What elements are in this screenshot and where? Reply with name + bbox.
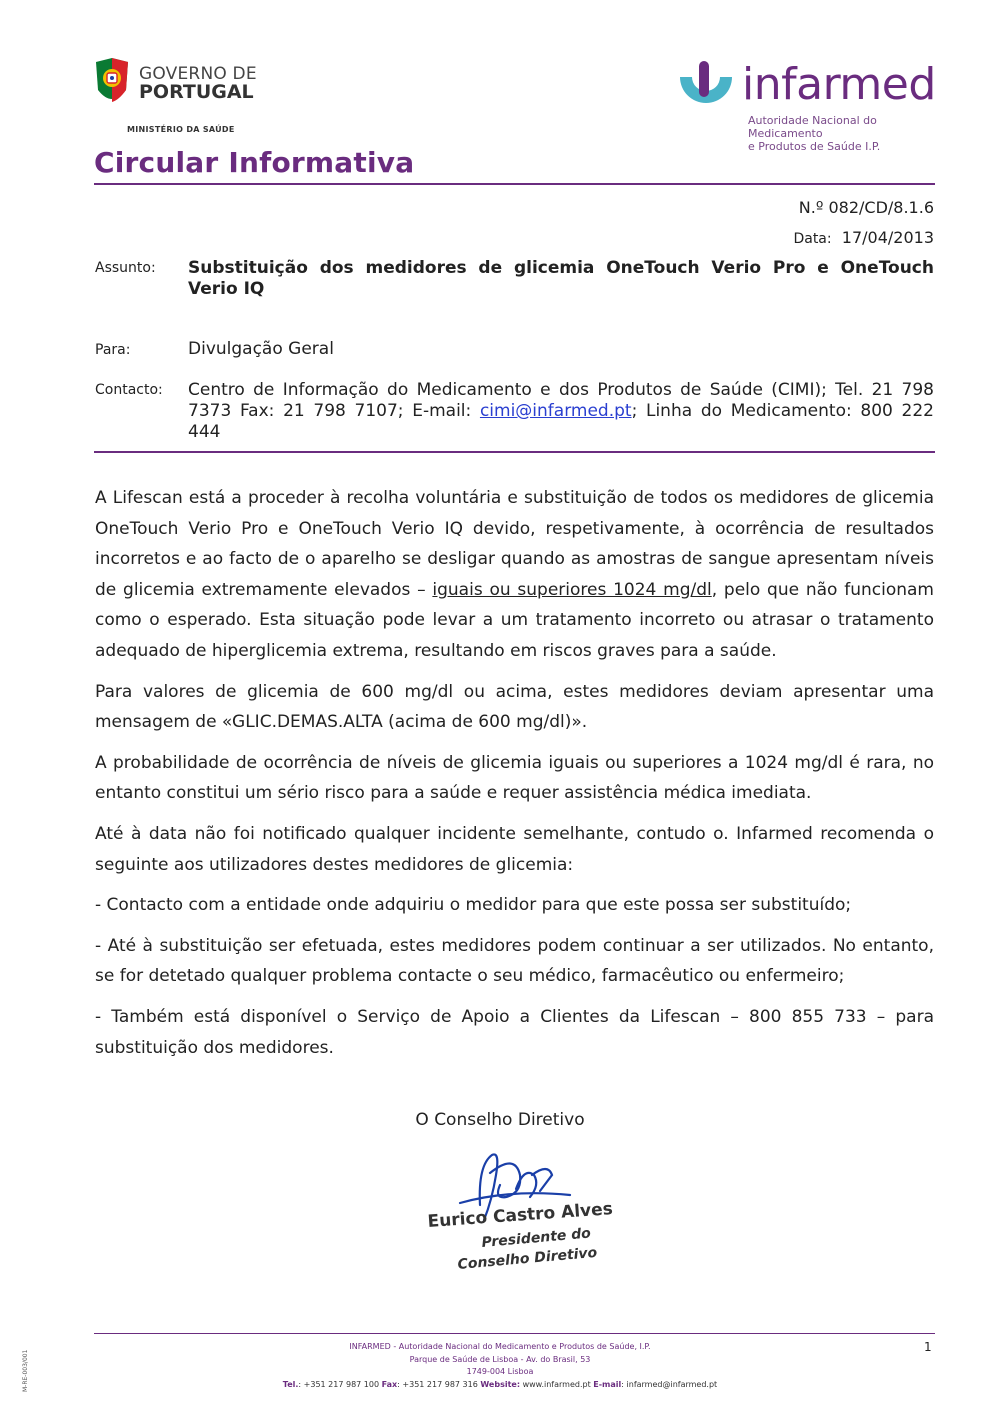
footer-tel-value: : +351 217 987 100	[298, 1379, 382, 1389]
contacto-text-post: ; Linha do Medicamento: 800 222 444	[188, 401, 934, 442]
title-divider	[94, 183, 935, 185]
footer-fax-value: : +351 217 987 316	[397, 1379, 481, 1389]
paragraph-1	[95, 483, 934, 667]
paragraph-6: - Até à substituição ser efetuada, estes medidores podem continuar a ser utilizados. No entanto, se for detetado qualquer problema contacte o seu médico, farmacêutico ou enfermeiro;	[95, 935, 934, 987]
footer-email-value[interactable]: : infarmed@infarmed.pt	[621, 1379, 718, 1389]
paragraph-7: - Também está disponível o Serviço de Apoio a Clientes da Lifescan – 800 855 733 – para substituição dos medidores.	[95, 1006, 934, 1058]
circular-number: N.º 082/CD/8.1.6	[798, 198, 934, 217]
infarmed-tagline	[748, 114, 938, 153]
infarmed-mark-icon	[676, 57, 736, 121]
footer-line-1: INFARMED - Autoridade Nacional do Medicamento e Produtos de Saúde, I.P.	[349, 1342, 651, 1351]
ministry-label: MINISTÉRIO DA SAÚDE	[127, 125, 235, 134]
paragraph-1-underlined: iguais ou superiores 1024 mg/dl	[432, 579, 712, 600]
footer-line-2: Parque de Saúde de Lisboa - Av. do Brasil, 53	[409, 1354, 591, 1364]
footer-web-value[interactable]: www.infarmed.pt	[520, 1379, 594, 1389]
paragraph-3: A probabilidade de ocorrência de níveis de glicemia iguais ou superiores a 1024 mg/dl é rara, no entanto constitui um sério risco para a saúde e requer assistência médica imediata.	[95, 752, 934, 804]
date-label: Data:	[793, 231, 832, 247]
footer-line-3: 1749-004 Lisboa	[466, 1367, 534, 1376]
paragraph-2: Para valores de glicemia de 600 mg/dl ou acima, estes medidores deviam apresentar uma mensagem de «GLIC.DEMAS.ALTA (acima de 600 mg/dl)».	[95, 681, 934, 733]
assunto-value: Substituição dos medidores de glicemia OneTouch Verio Pro e OneTouch Verio IQ	[188, 258, 934, 299]
date-value: 17/04/2013	[841, 228, 934, 247]
footer-email-label: E-mail	[593, 1379, 622, 1389]
stamp-role-2: Conselho Diretivo	[456, 1244, 598, 1273]
gov-logo-line2: PORTUGAL	[139, 81, 254, 103]
infarmed-logo	[676, 57, 936, 153]
document-title: Circular Informativa	[94, 146, 415, 179]
contacto-text-pre: Centro de Informação do Medicamento e dos Produtos de Saúde (CIMI); Tel. 21 798 7373 Fax: 21 798 7107; E-mail:	[188, 380, 934, 421]
footer-web-label: Website:	[480, 1379, 521, 1389]
header-divider	[94, 451, 935, 453]
footer-fax-label: Fax	[381, 1379, 398, 1389]
footer	[0, 1341, 1000, 1391]
infarmed-tagline-1: Autoridade Nacional do Medicamento	[748, 114, 877, 140]
document-code: M-RE-003/001	[22, 1349, 29, 1392]
contacto-label: Contacto:	[95, 382, 163, 398]
footer-tel-label: Tel.	[282, 1379, 299, 1389]
governo-portugal-logo	[92, 56, 267, 138]
cimi-email-link[interactable]: cimi@infarmed.pt	[479, 401, 632, 421]
infarmed-wordmark: infarmed	[742, 59, 936, 110]
paragraph-1-a: A Lifescan está a proceder à recolha voluntária e substituição de todos os medidores de glicemia OneTouch Verio Pro e OneTouch Verio IQ devido, respetivamente, à ocorrência de resultados incorretos e ao facto de o aparelho se desligar quando as amostras de sangue apresentam níveis de glicemia extremamente elevados –	[95, 488, 934, 600]
stamp-name: Eurico Castro Alves	[426, 1199, 614, 1232]
footer-divider	[94, 1333, 935, 1334]
footer-contacts	[0, 1379, 1000, 1392]
contacto-value	[188, 380, 934, 443]
assunto-label: Assunto:	[95, 260, 156, 276]
paragraph-1-b: , pelo que não funcionam como o esperado. Esta situação pode levar a um tratamento incorreto ou atrasar o tratamento adequado de hiperglicemia extrema, resultando em riscos graves para a saúde.	[95, 579, 934, 661]
portugal-emblem-icon	[92, 56, 132, 110]
gov-logo-line1: GOVERNO DE	[139, 64, 257, 84]
circular-date	[793, 228, 934, 247]
council-signoff: O Conselho Diretivo	[415, 1110, 585, 1130]
stamp-role-1: Presidente do	[480, 1225, 592, 1251]
body-content	[95, 483, 934, 1073]
page-number: 1	[924, 1340, 932, 1354]
para-label: Para:	[95, 342, 131, 358]
para-value: Divulgação Geral	[188, 339, 334, 359]
signature-stamp	[420, 1145, 630, 1275]
paragraph-4: Até à data não foi notificado qualquer incidente semelhante, contudo o. Infarmed recomenda o seguinte aos utilizadores destes medidores de glicemia:	[95, 823, 934, 875]
infarmed-tagline-2: e Produtos de Saúde I.P.	[748, 140, 881, 153]
paragraph-5: - Contacto com a entidade onde adquiriu o medidor para que este possa ser substituído;	[95, 895, 852, 916]
